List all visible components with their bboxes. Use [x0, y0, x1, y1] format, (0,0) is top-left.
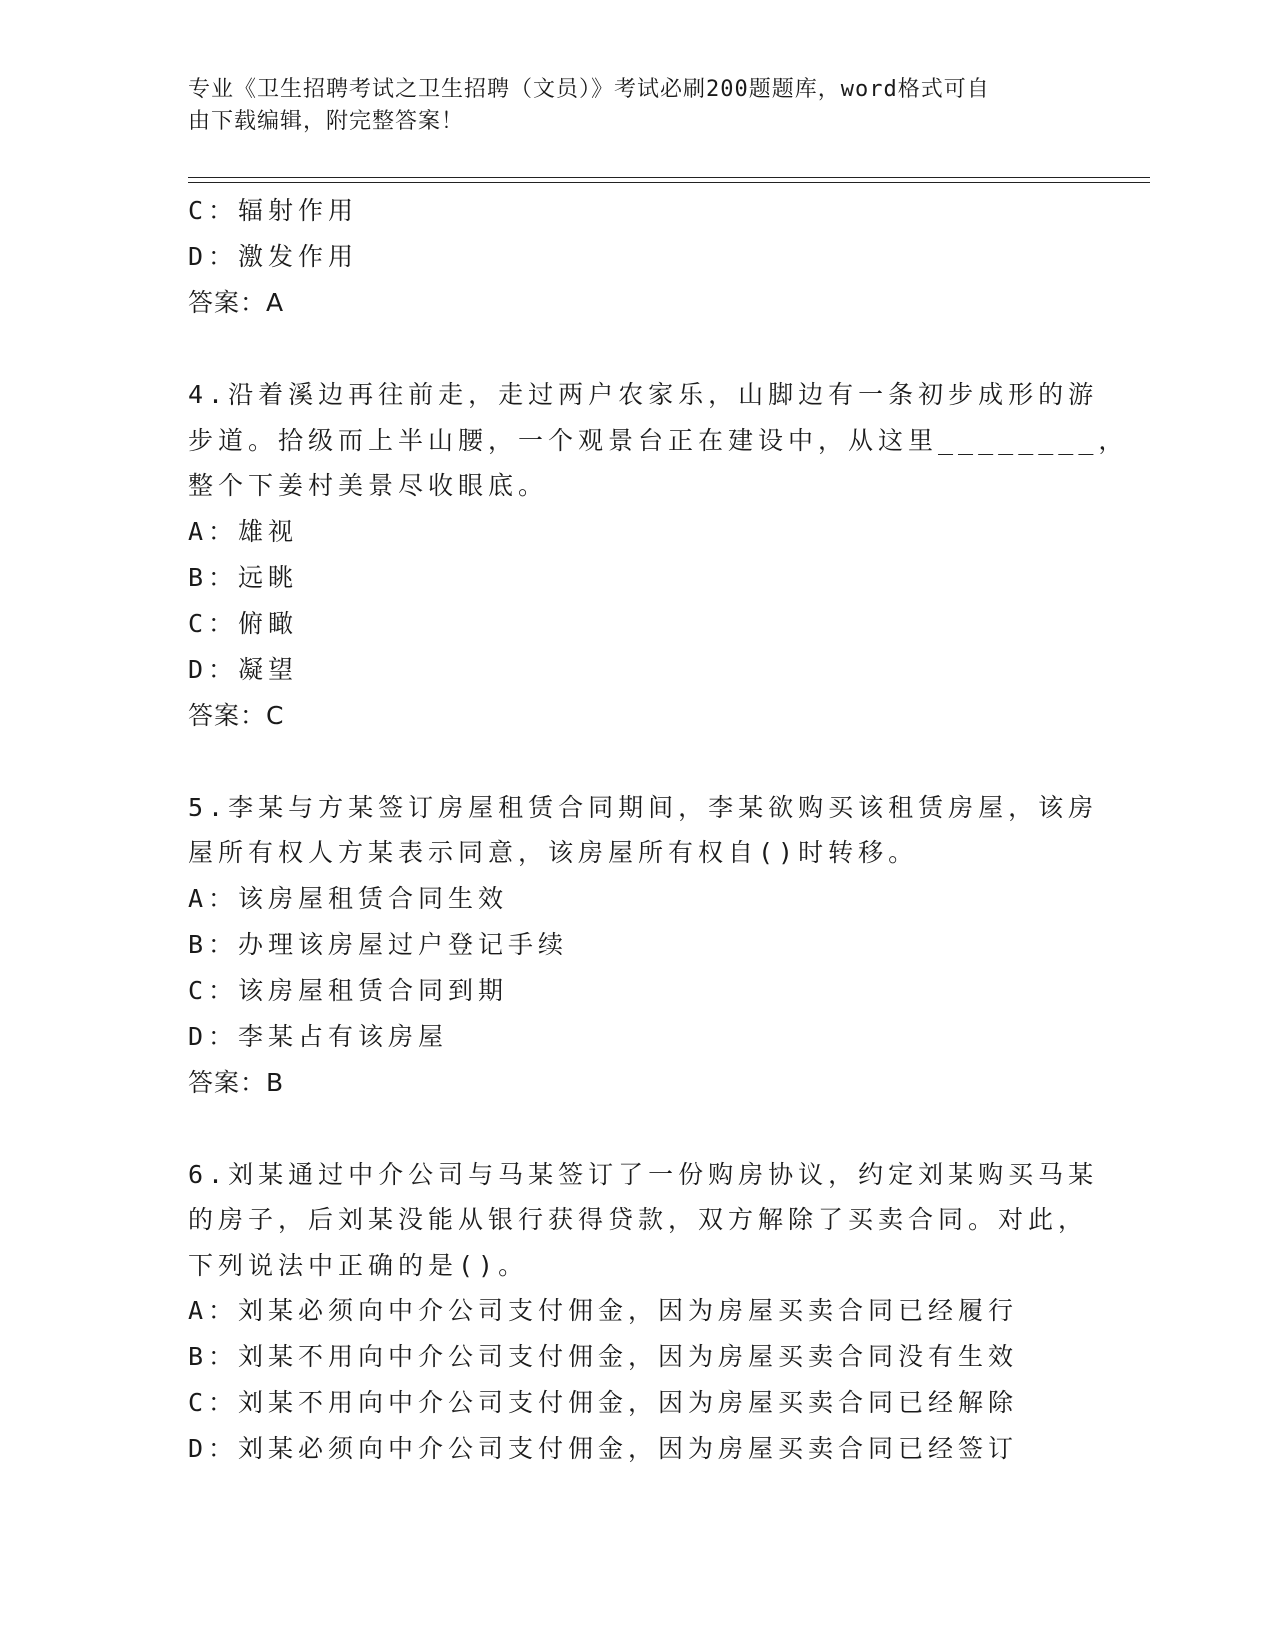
stem-line: 步道。拾级而上半山腰，一个观景台正在建设中，从这里________，	[188, 425, 1129, 455]
option-a: A：雄视	[188, 516, 299, 546]
question-stem	[188, 372, 1129, 509]
option-c: C：俯瞰	[188, 608, 299, 638]
option-d: D：激发作用	[188, 242, 359, 271]
header-line-2: 由下载编辑，附完整答案！	[188, 109, 465, 134]
answer: 答案：C	[188, 700, 285, 730]
option-d: D：凝望	[188, 654, 299, 684]
stem-line: 6.刘某通过中介公司与马某签订了一份购房协议，约定刘某购买马某	[188, 1159, 1099, 1189]
answer: 答案：B	[188, 1067, 285, 1097]
stem-line: 下列说法中正确的是()。	[188, 1250, 529, 1280]
question-5	[188, 785, 1099, 1106]
stem-line: 4.沿着溪边再往前走，走过两户农家乐，山脚边有一条初步成形的游	[188, 380, 1099, 409]
document-header	[188, 74, 1068, 138]
question-stem	[188, 785, 1099, 876]
question-4	[188, 372, 1129, 739]
option-b: B：远眺	[188, 562, 299, 592]
option-d: D：刘某必须向中介公司支付佣金，因为房屋买卖合同已经签订	[188, 1434, 1019, 1463]
document-body	[188, 188, 1129, 1472]
option-a: A：该房屋租赁合同生效	[188, 883, 509, 913]
header-divider-top	[188, 177, 1150, 178]
stem-line: 的房子，后刘某没能从银行获得贷款，双方解除了买卖合同。对此，	[188, 1205, 1089, 1234]
stem-line: 屋所有权人方某表示同意，该房屋所有权自()时转移。	[188, 838, 919, 867]
question-6	[188, 1152, 1099, 1473]
prev-question-tail	[188, 188, 1088, 326]
header-line-1: 专业《卫生招聘考试之卫生招聘（文员）》考试必刷200题题库，word格式可自	[188, 77, 990, 102]
option-d: D：李某占有该房屋	[188, 1021, 449, 1051]
option-b: B：办理该房屋过户登记手续	[188, 929, 569, 959]
answer: 答案：A	[188, 288, 285, 317]
option-a: A：刘某必须向中介公司支付佣金，因为房屋买卖合同已经履行	[188, 1296, 1019, 1325]
stem-line: 整个下姜村美景尽收眼底。	[188, 471, 549, 500]
option-c: C：刘某不用向中介公司支付佣金，因为房屋买卖合同已经解除	[188, 1388, 1019, 1417]
question-stem	[188, 1152, 1099, 1289]
header-divider-bottom	[188, 182, 1150, 183]
option-b: B：刘某不用向中介公司支付佣金，因为房屋买卖合同没有生效	[188, 1342, 1019, 1371]
stem-line: 5.李某与方某签订房屋租赁合同期间，李某欲购买该租赁房屋，该房	[188, 792, 1099, 822]
option-c: C：该房屋租赁合同到期	[188, 975, 509, 1005]
option-c: C：辐射作用	[188, 196, 359, 225]
